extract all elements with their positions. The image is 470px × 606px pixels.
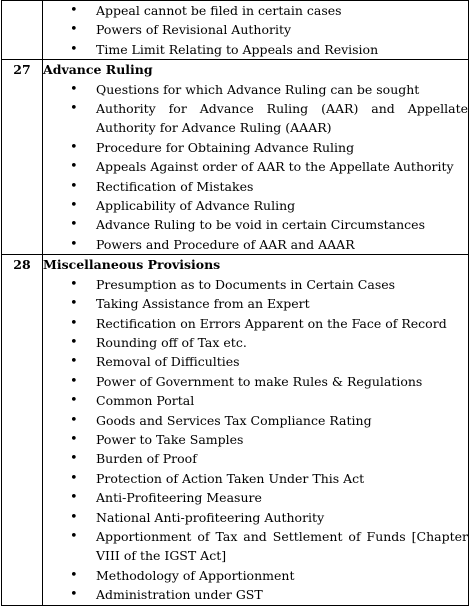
chapter-content	[43, 60, 469, 255]
chapter-content	[43, 1, 469, 60]
chapter-title: Advance Ruling	[43, 62, 153, 78]
bullet-icon: •	[70, 334, 78, 350]
bullet-icon: •	[70, 81, 78, 97]
list-item: • Presumption as to Documents in Certain Cases	[43, 275, 468, 294]
list-item: • Appeal cannot be filed in certain cases	[43, 1, 468, 20]
bullet-icon: •	[70, 393, 78, 409]
bullet-icon: •	[70, 296, 78, 312]
list-item: • Rounding off of Tax etc.	[43, 333, 468, 352]
bullet-icon: •	[70, 41, 78, 57]
bullet-icon: •	[70, 198, 78, 214]
list-item: • Common Portal	[43, 391, 468, 410]
bullet-icon: •	[70, 412, 78, 428]
bullet-icon: •	[70, 567, 78, 583]
list-item: • Rectification of Mistakes	[43, 177, 468, 196]
chapter-number: 28	[2, 255, 43, 605]
bullet-icon: •	[70, 470, 78, 486]
list-item: • National Anti-profiteering Authority	[43, 508, 468, 527]
list-item: • Methodology of Apportionment	[43, 566, 468, 585]
chapter-title: Miscellaneous Provisions	[43, 257, 221, 273]
list-item: • Powers and Procedure of AAR and AAAR	[43, 235, 468, 254]
bullet-icon: •	[70, 509, 78, 525]
list-item: • Appeals Against order of AAR to the Appellate Authority	[43, 157, 468, 176]
chapter-content	[43, 255, 469, 605]
bullet-icon: •	[70, 373, 78, 389]
bullet-icon: •	[70, 431, 78, 447]
bullet-icon: •	[70, 217, 78, 233]
bullet-icon: •	[70, 528, 78, 544]
table-row	[2, 1, 469, 60]
bullet-icon: •	[70, 139, 78, 155]
list-item: • Powers of Revisional Authority	[43, 20, 468, 39]
list-item: • Protection of Action Taken Under This Act	[43, 469, 468, 488]
list-item: • Goods and Services Tax Compliance Rating	[43, 411, 468, 430]
list-item: • Advance Ruling to be void in certain Circumstances	[43, 215, 468, 234]
list-item: • Power of Government to make Rules & Regulations	[43, 372, 468, 391]
list-item: • Taking Assistance from an Expert	[43, 294, 468, 313]
bullet-icon: •	[70, 276, 78, 292]
bullet-icon: •	[70, 587, 78, 603]
topic-list	[43, 80, 468, 255]
list-item: • Questions for which Advance Ruling can be sought	[43, 80, 468, 99]
list-item: • Burden of Proof	[43, 449, 468, 468]
bullet-icon: •	[70, 236, 78, 252]
bullet-icon: •	[70, 451, 78, 467]
list-item: • Power to Take Samples	[43, 430, 468, 449]
bullet-icon: •	[70, 178, 78, 194]
bullet-icon: •	[70, 159, 78, 175]
bullet-icon: •	[70, 490, 78, 506]
chapter-number	[2, 1, 43, 60]
bullet-icon: •	[70, 315, 78, 331]
list-item: • Rectification on Errors Apparent on the Face of Record	[43, 314, 468, 333]
list-item: • Administration under GST	[43, 585, 468, 604]
bullet-icon: •	[70, 22, 78, 38]
bullet-icon: •	[70, 101, 78, 117]
bullet-icon: •	[70, 354, 78, 370]
list-item: • Time Limit Relating to Appeals and Revision	[43, 40, 468, 59]
bullet-icon: •	[70, 3, 78, 18]
topic-list	[43, 275, 468, 605]
list-item: • Authority for Advance Ruling (AAR) and Appellate Authority for Advance Ruling (AAAR)	[70, 101, 468, 136]
topic-list	[43, 1, 468, 59]
syllabus-table	[1, 0, 469, 606]
list-item: • Removal of Difficulties	[43, 352, 468, 371]
table-row	[2, 60, 469, 255]
list-item: • Apportionment of Tax and Settlement of Funds [Chapter VIII of the IGST Act]	[70, 528, 468, 564]
list-item: • Applicability of Advance Ruling	[43, 196, 468, 215]
table-row	[2, 255, 469, 605]
list-item: • Procedure for Obtaining Advance Ruling	[43, 138, 468, 157]
chapter-number: 27	[2, 60, 43, 255]
list-item: • Anti-Profiteering Measure	[43, 488, 468, 507]
